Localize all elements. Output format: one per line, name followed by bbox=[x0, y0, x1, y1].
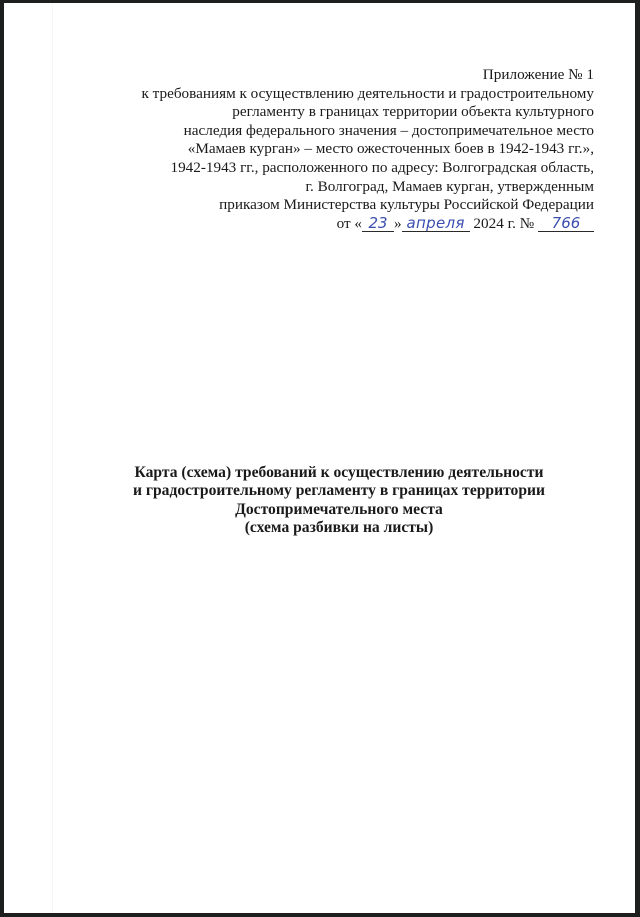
appendix-line-5: 1942-1943 гг., расположенного по адресу: Волгоградская область, bbox=[170, 158, 594, 176]
appendix-line-3: наследия федерального значения – достопримечательное место bbox=[183, 121, 594, 139]
title-line-2: и градостроительному регламенту в границах территории bbox=[133, 482, 545, 500]
order-date-line bbox=[114, 215, 594, 234]
map-title bbox=[4, 464, 640, 538]
appendix-line-4: «Мамаев курган» – место ожесточенных боев в 1942-1943 гг.», bbox=[187, 140, 594, 158]
title-line-4: (схема разбивки на листы) bbox=[244, 519, 434, 537]
appendix-line-2: регламенту в границах территории объекта культурного bbox=[232, 103, 594, 121]
handwritten-month: апреля bbox=[402, 216, 470, 232]
date-year-text: 2024 г. № bbox=[469, 214, 538, 232]
appendix-line-7: приказом Министерства культуры Российской Федерации bbox=[219, 196, 594, 214]
appendix-header bbox=[114, 66, 594, 233]
title-line-1: Карта (схема) требований к осуществлению деятельности bbox=[134, 464, 544, 481]
appendix-line-1: к требованиям к осуществлению деятельности и градостроительному bbox=[141, 84, 594, 102]
appendix-heading: Приложение № 1 bbox=[482, 66, 594, 83]
scan-fold-line bbox=[52, 3, 53, 913]
document-page bbox=[4, 3, 635, 913]
date-prefix: от « bbox=[336, 214, 363, 232]
date-mid: » bbox=[394, 214, 402, 232]
title-line-3: Достопримечательного места bbox=[235, 500, 443, 518]
handwritten-day: 23 bbox=[362, 216, 394, 232]
handwritten-order-number: 766 bbox=[538, 216, 594, 232]
appendix-line-6: г. Волгоград, Мамаев курган, утвержденным bbox=[305, 177, 594, 195]
